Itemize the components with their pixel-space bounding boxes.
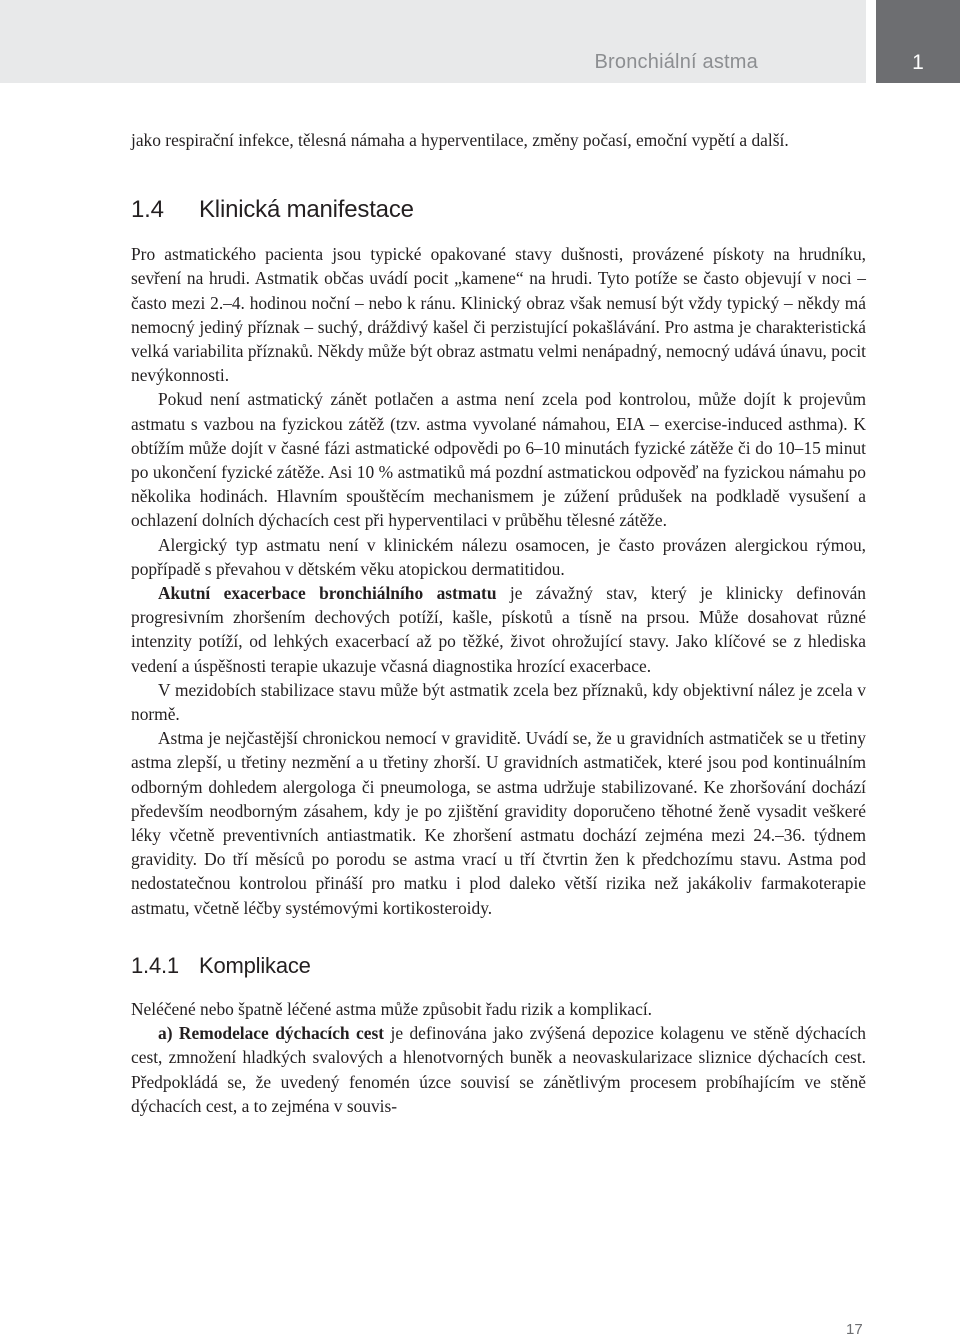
subsection-heading xyxy=(131,952,866,980)
subsection-number: 1.4.1 xyxy=(131,952,179,978)
running-title: Bronchiální astma xyxy=(594,51,758,73)
page-number: 17 xyxy=(846,1321,863,1338)
chapter-tab xyxy=(876,0,960,83)
subsection-title: Komplikace xyxy=(199,952,311,978)
paragraph-remodeling xyxy=(131,1021,866,1118)
term-exacerbation: Akutní exacerbace bronchiálního astmatu xyxy=(158,583,497,604)
section-heading xyxy=(131,195,866,225)
paragraph-exacerbation-text: je závažný stav, který je klinicky definován progresivním zhoršením dechových potíží, kašle, pískotů a tísně na prsou. Může dosahovat různé intenzity potíží, od lehkých exacerbací až po těžké, život ohrožující stavy. Jako klíčové se z hlediska vedení a úspěšnosti terapie ukazuje včasná diagnostika hrozící exacerbace. xyxy=(131,583,866,676)
section-number: 1.4 xyxy=(131,196,164,224)
chapter-number: 1 xyxy=(912,51,924,74)
paragraph-remodeling-text: je definována jako zvýšená depozice kolagenu ve stěně dýchacích cest, zmnožení hladkých svalových a hlenotvorných buněk a neovaskularizace sliznice dýchacích cest. Předpokládá se, že uvedený fenomén úzce souvisí se zánětlivým procesem probíhajícím ve stěně dýchacích cest, a to zejména v souvis- xyxy=(131,1023,866,1116)
paragraph-complications-intro: Neléčené nebo špatně léčené astma může způsobit řadu rizik a komplikací. xyxy=(131,998,653,1019)
paragraph-allergic-type: Alergický typ astmatu není v klinickém nálezu osamocen, je často provázen alergickou rýmou, popřípadě s převahou v dětském věku atopickou dermatitidou. xyxy=(131,534,866,579)
paragraph-exacerbation xyxy=(131,581,866,678)
term-remodeling: a) Remodelace dýchacích cest xyxy=(158,1023,385,1044)
paragraph-continuation: jako respirační infekce, tělesná námaha a hyperventilace, změny počasí, emoční vypětí a další. xyxy=(131,130,789,150)
paragraph-symptoms: Pro astmatického pacienta jsou typické opakované stavy dušnosti, provázené pískoty na hrudníku, sevření na hrudi. Astmatik občas uvádí pocit „kamene“ na hrudi. Tyto potíže se často objevují v noci – často mezi 2.–4. hodinou noční – nebo k ránu. Klinický obraz však nemusí být vždy typický – někdy má nemocný jediný příznak – suchý, dráždivý kašel či perzistující pokašlávání. Pro astma je charakteristická velká variabilita příznaků. Někdy může být obraz astmatu velmi nenápadný, nemocný udává únavu, pocit nevýkonnosti. xyxy=(131,244,866,386)
paragraph-exercise-asthma: Pokud není astmatický zánět potlačen a astma není zcela pod kontrolou, může dojít k projevům astmatu s vazbou na fyzickou zátěž (tzv. astma vyvolané námahou, EIA – exercise-induced asthma). K obtížím může dojít v časné fázi astmatické odpovědi po 6–10 minutách fyzické zátěže či do 10–15 minut po ukončení fyzické zátěže. Asi 10 % astmatiků má pozdní astmatickou odpověď na fyzickou námahu po několika hodinách. Hlavním spouštěcím mechanismem je zúžení průdušek na podkladě vysušení a ochlazení dolních dýchacích cest při hyperventilaci v průběhu tělesné zátěže. xyxy=(131,389,866,531)
section-title: Klinická manifestace xyxy=(199,196,414,224)
header-band xyxy=(0,0,866,83)
paragraph-stabilization: V mezidobích stabilizace stavu může být astmatik zcela bez příznaků, kdy objektivní nález je zcela v normě. xyxy=(131,679,866,725)
paragraph-pregnancy: Astma je nejčastější chronickou nemocí v graviditě. Uvádí se, že u gravidních astmatiček se u třetiny astma zlepší, u třetiny nezmění a u třetiny zhorší. U gravidních astmatiček, které jsou pod kontinuálním odborným dohledem alergologa či pneumologa, se astma udržuje stabilizované. Ke zhoršování dochází především neodborným zásahem, kdy je po zjištění gravidity doporučeno těhotné ženě vysadit veškeré léky včetně preventivních antiastmatik. Ke zhoršení astmatu dochází zejména mezi 24.–36. týdnem gravidity. Do tří měsíců po porodu se astma vrací u tří čtvrtin žen k předchozímu stavu. Astma pod nedostatečnou kontrolou přináší pro matku i plod daleko větší rizika než jakákoliv farmakoterapie astmatu, včetně léčby systémovými kortikosteroidy. xyxy=(131,728,866,918)
page-body xyxy=(131,128,866,1118)
